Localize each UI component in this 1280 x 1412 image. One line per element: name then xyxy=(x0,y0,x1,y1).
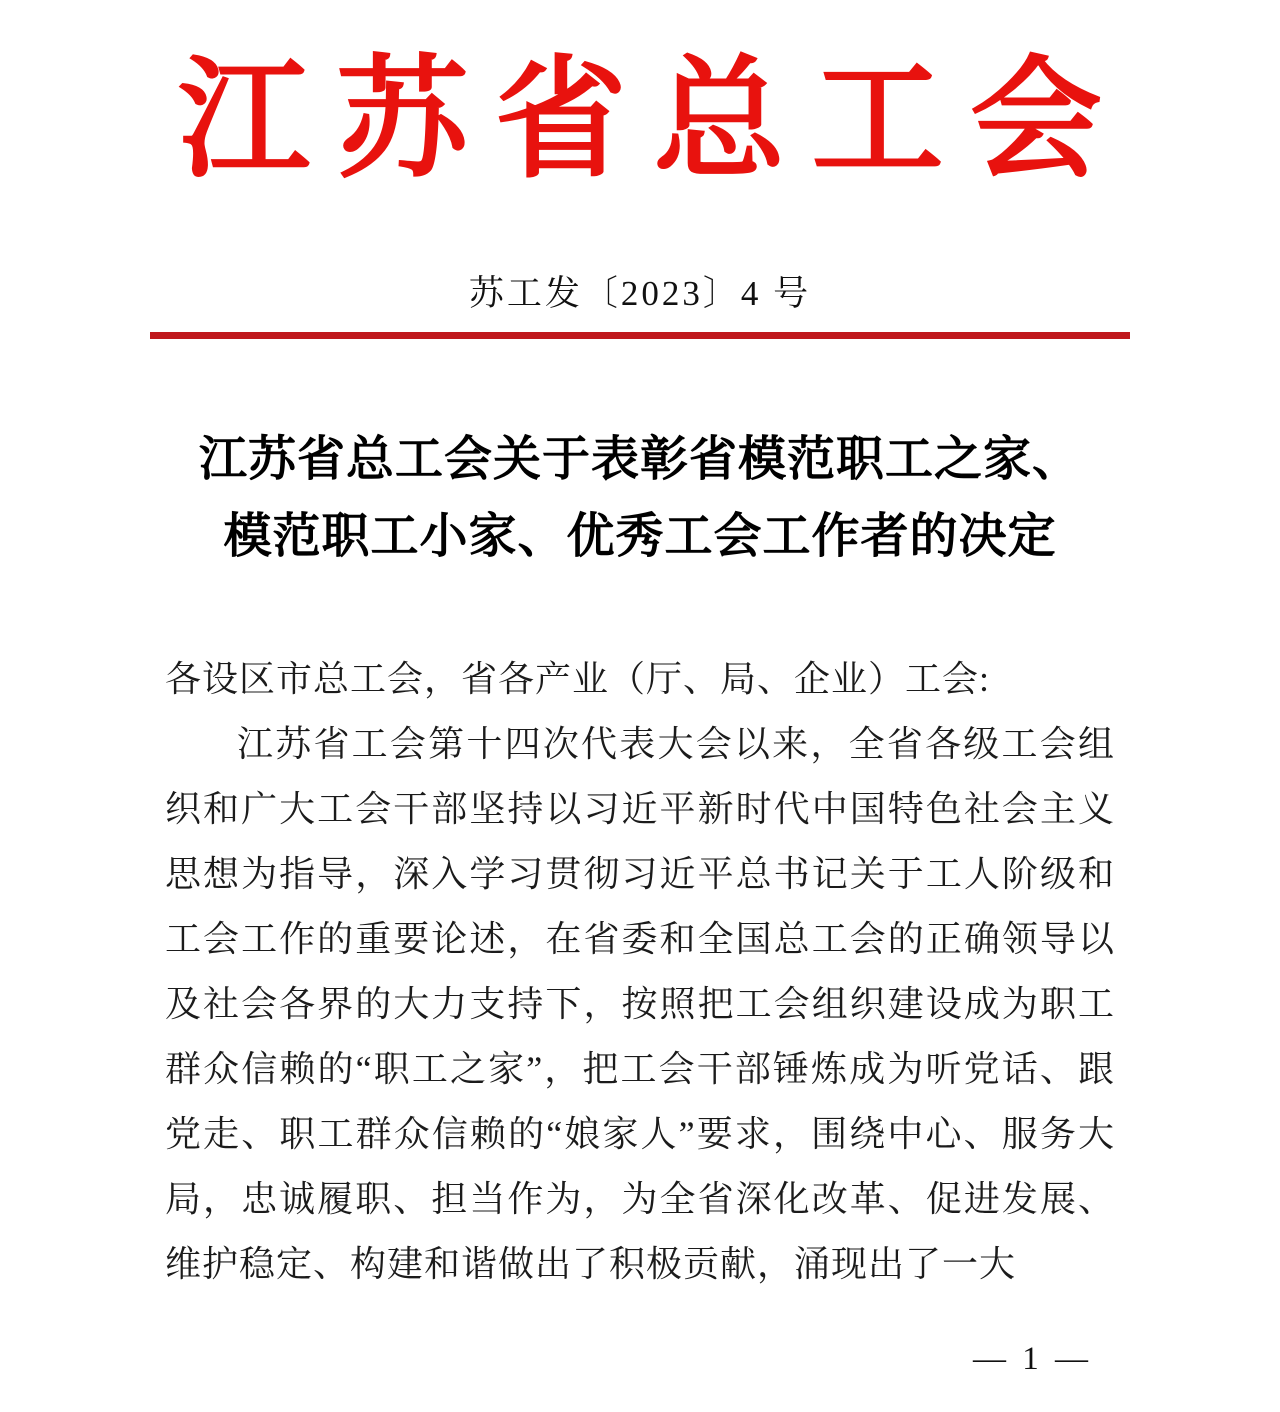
document-page xyxy=(0,42,1280,1412)
red-divider xyxy=(150,332,1130,339)
page-number: — 1 — xyxy=(973,1341,1092,1377)
salutation: 各设区市总工会，省各产业（厅、局、企业）工会: xyxy=(165,659,991,700)
doc-title-line2: 模范职工小家、优秀工会工作者的决定 xyxy=(223,510,1057,564)
doc-title-line1: 江苏省总工会关于表彰省模范职工之家、 xyxy=(198,433,1081,487)
doc-number: 苏工发〔2023〕4 号 xyxy=(468,274,812,314)
document-body xyxy=(165,647,1115,1297)
doc-title xyxy=(65,421,1215,575)
org-title: 江苏省总工会 xyxy=(177,47,1129,194)
body-paragraph: 江苏省工会第十四次代表大会以来，全省各级工会组织和广大工会干部坚持以习近平新时代中国特色社会主义思想为指导，深入学习贯彻习近平总书记关于工人阶级和工会工作的重要论述，在省委和全国总工会的正确领导以及社会各界的大力支持下，按照把工会组织建设成为职工群众信赖的“职工之家”，把工会干部锤炼成为听党话、跟党走、职工群众信赖的“娘家人”要求，围绕中心、服务大局，忠诚履职、担当作为，为全省深化改革、促进发展、维护稳定、构建和谐做出了积极贡献，涌现出了一大 xyxy=(165,724,1115,1285)
